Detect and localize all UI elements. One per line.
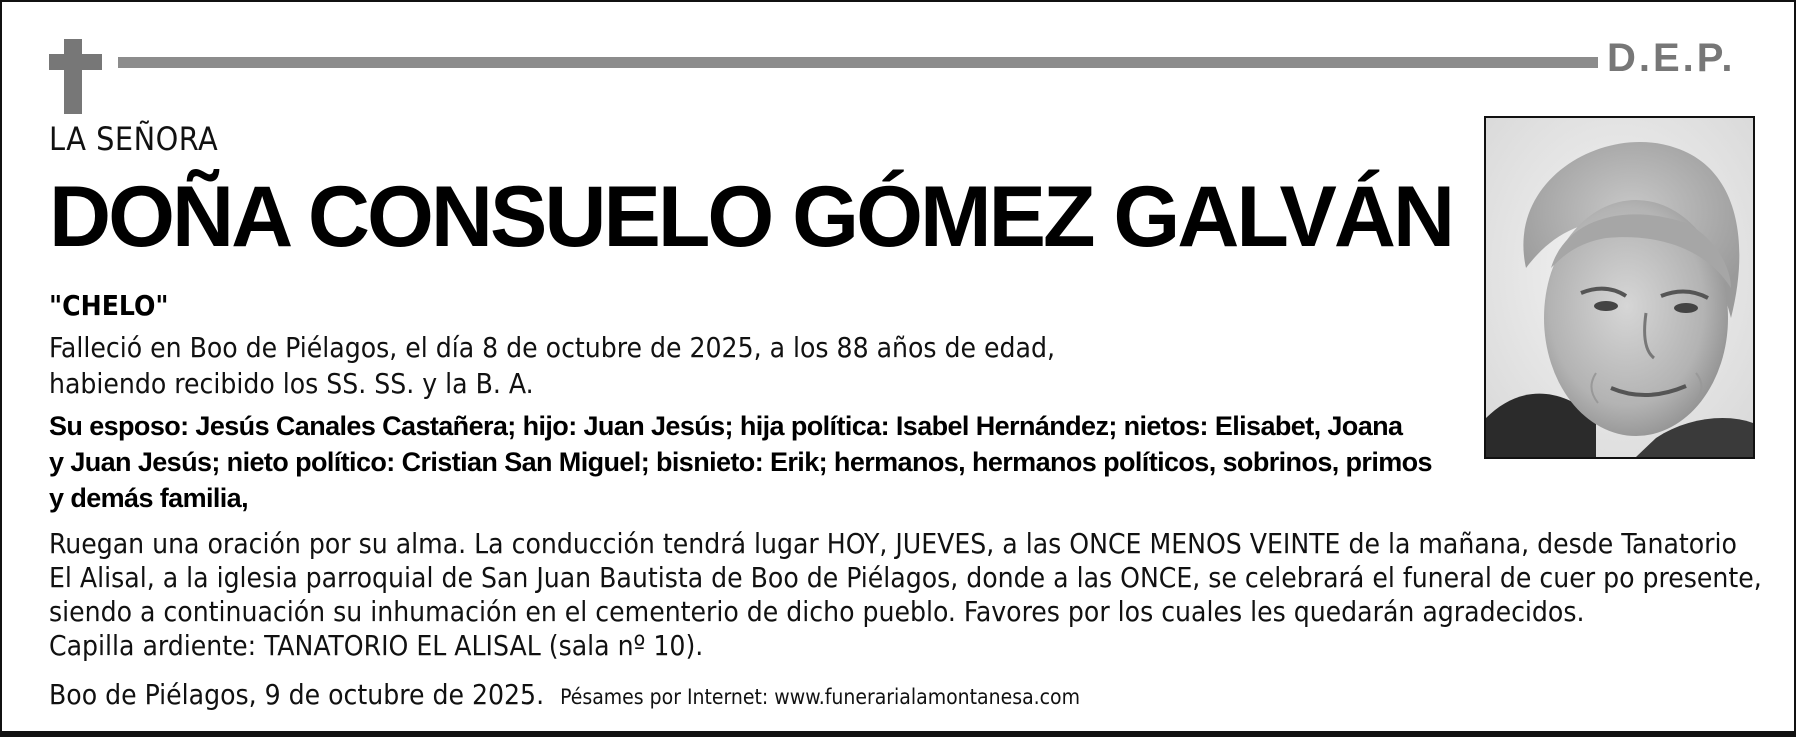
ceremony-details [49, 527, 1769, 663]
footer-place-date: Boo de Piélagos, 9 de octubre de 2025. [49, 678, 545, 711]
death-line: Falleció en Boo de Piélagos, el día 8 de octubre de 2025, a los 88 años de edad, [49, 331, 1055, 364]
family-list [49, 408, 1469, 516]
death-line: habiendo recibido los SS. SS. y la B. A. [49, 367, 534, 400]
portrait-photo [1484, 116, 1755, 459]
cross-icon [64, 39, 82, 114]
nickname: "CHELO" [49, 289, 169, 322]
footer-web-link[interactable]: Pésames por Internet: www.funerarialamontanesa.com [560, 685, 1081, 709]
body-line: Ruegan una oración por su alma. La conducción tendrá lugar HOY, JUEVES, a las ONCE MENOS VEINTE de la mañana, desde Tanatorio [49, 527, 1737, 560]
cross-icon-bar [49, 54, 102, 70]
footer [49, 678, 1080, 711]
family-line: y Juan Jesús; nieto político: Cristian San Miguel; bisnieto: Erik; hermanos, hermanos políticos, sobrinos, primos [49, 447, 1432, 477]
family-line: y demás familia, [49, 483, 249, 513]
portrait-photo-image [1486, 118, 1753, 457]
header-rule [118, 57, 1598, 68]
body-line: siendo a continuación su inhumación en el cementerio de dicho pueblo. Favores por los cuales les quedarán agradecidos. [49, 595, 1585, 628]
body-line: Capilla ardiente: TANATORIO EL ALISAL (sala nº 10). [49, 629, 704, 662]
dep-label: D.E.P. [1607, 36, 1736, 80]
title-label: LA SEÑORA [49, 120, 219, 158]
body-line: El Alisal, a la iglesia parroquial de San Juan Bautista de Boo de Piélagos, donde a las ONCE, se celebrará el funeral de cuer po presente, [49, 561, 1762, 594]
death-info [49, 330, 1449, 402]
deceased-name: DOÑA CONSUELO GÓMEZ GALVÁN [49, 169, 1453, 265]
family-line: Su esposo: Jesús Canales Castañera; hijo: Juan Jesús; hija política: Isabel Hernández; nietos: Elisabet, Joana [49, 411, 1403, 441]
